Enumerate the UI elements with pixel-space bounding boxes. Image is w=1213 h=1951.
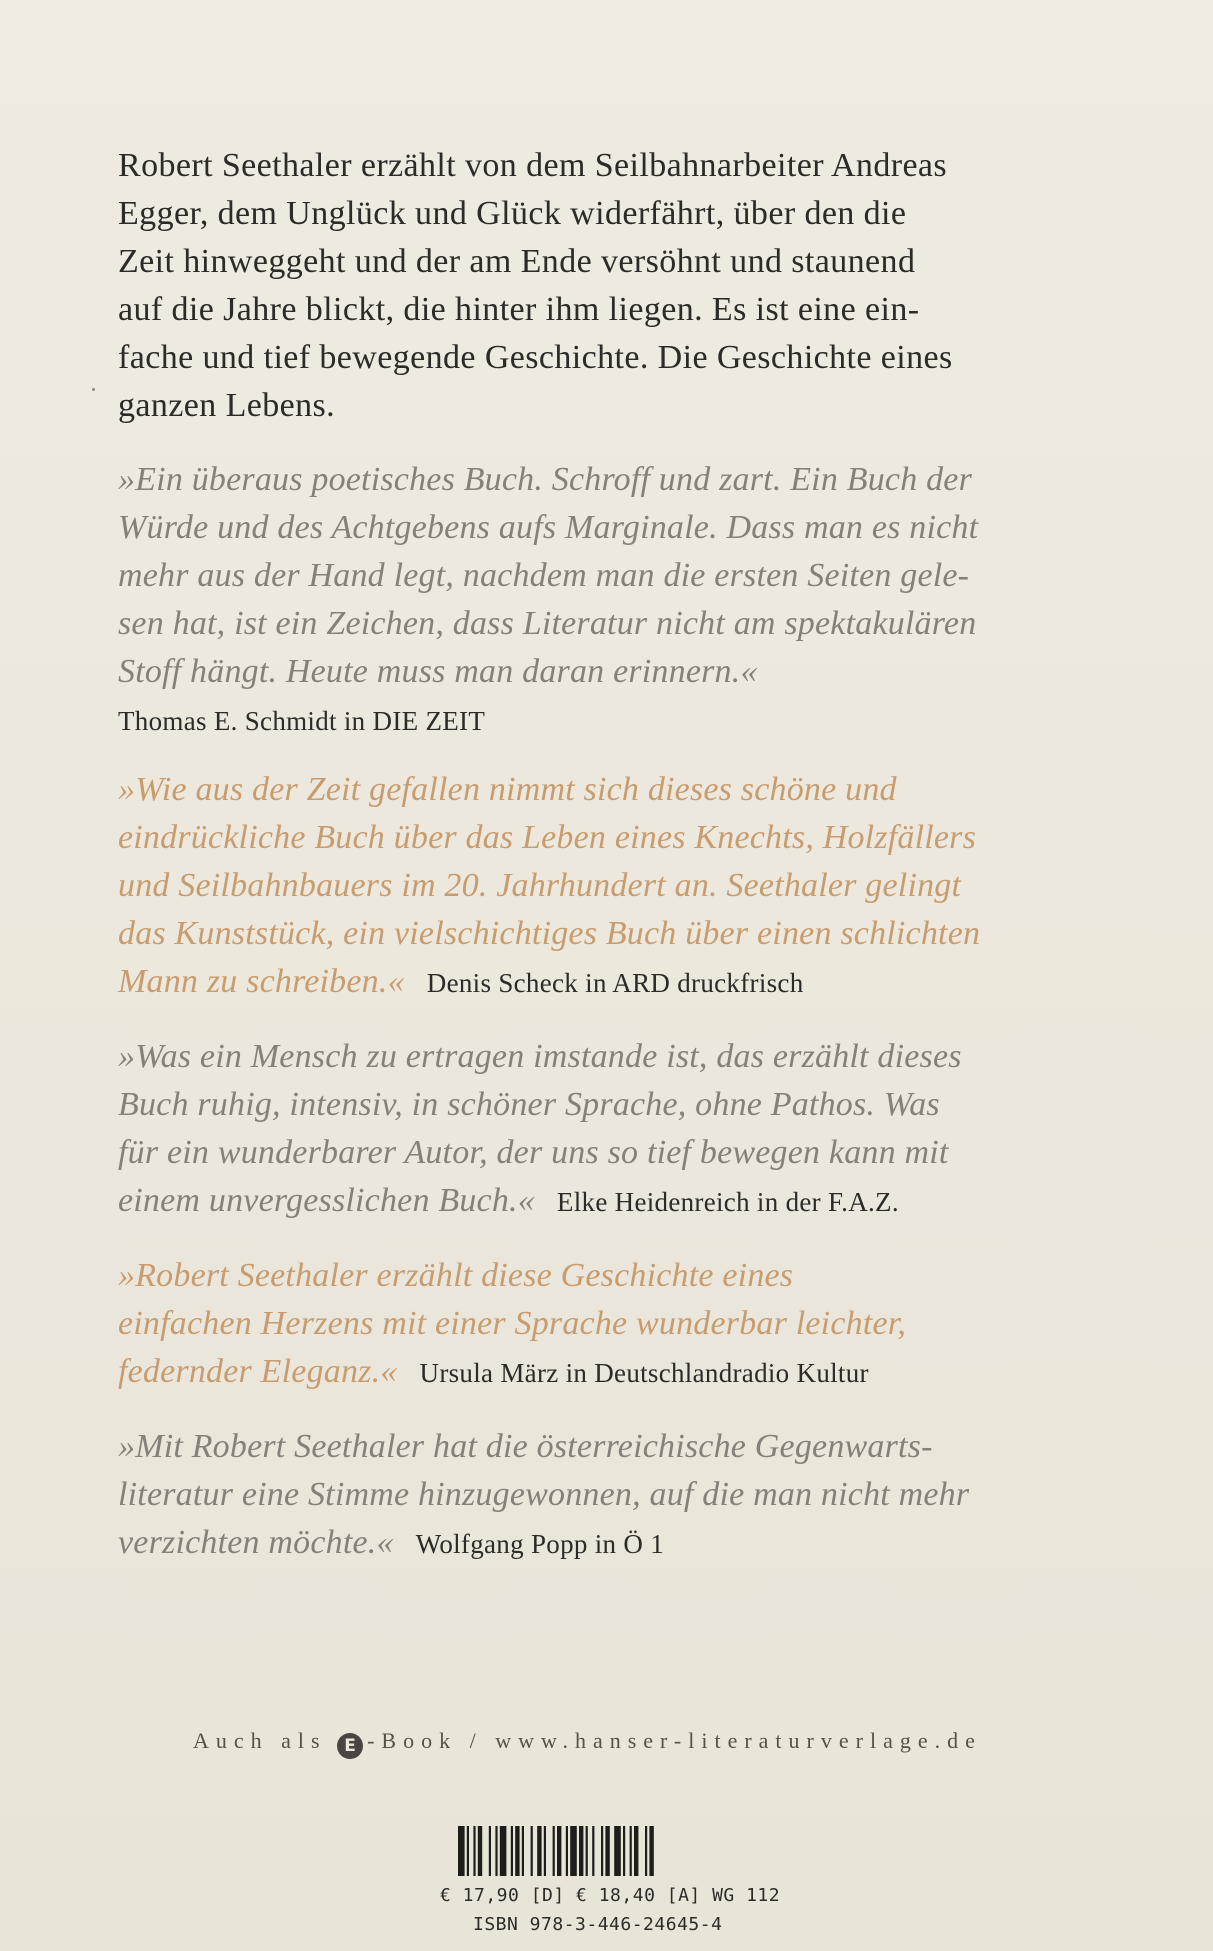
quote-line: verzichten möchte.« [118, 1524, 394, 1561]
blurb-line: Egger, dem Unglück und Glück widerfährt, über den die [118, 195, 907, 232]
quote-line: und Seilbahnbauers im 20. Jahrhundert an. Seethaler gelingt [118, 867, 962, 904]
ebook-suffix: -Book / www.hanser-literaturverlage.de [367, 1728, 982, 1753]
review-quote-3 [118, 1033, 1098, 1226]
quote-line: Mann zu schreiben.« [118, 963, 405, 1000]
ebook-e-icon: E [337, 1733, 363, 1759]
ebook-notice [193, 1728, 1053, 1759]
quote-line: Stoff hängt. Heute muss man daran erinnern.« [118, 653, 758, 690]
quote-line: sen hat, ist ein Zeichen, dass Literatur nicht am spektakulären [118, 605, 977, 642]
barcode-bar [592, 1826, 594, 1876]
barcode-bar [537, 1826, 541, 1876]
blurb-line: Zeit hinweggeht und der am Ende versöhnt und staunend [118, 243, 916, 280]
quote-line: das Kunststück, ein vielschichtiges Buch über einen schlichten [118, 915, 981, 952]
quote-line: »Ein überaus poetisches Buch. Schroff und zart. Ein Buch der [118, 461, 973, 498]
quote-line: »Was ein Mensch zu ertragen imstande ist, das erzählt dieses [118, 1038, 962, 1075]
review-quote-1 [118, 456, 1098, 740]
barcode-bar [458, 1826, 465, 1876]
barcode-bar [557, 1826, 561, 1876]
review-quote-2 [118, 766, 1098, 1007]
review-quote-5 [118, 1423, 1098, 1568]
price-info: € 17,90 [D] € 18,40 [A] WG 112 [440, 1885, 781, 1906]
barcode-bar [495, 1826, 497, 1876]
blurb-line: ganzen Lebens. [118, 387, 336, 424]
blurb-line: auf die Jahre blickt, die hinter ihm liegen. Es ist eine ein- [118, 291, 920, 328]
barcode-bar [522, 1826, 524, 1876]
barcode-bar [645, 1826, 647, 1876]
blurb-line: Robert Seethaler erzählt von dem Seilbahnarbeiter Andreas [118, 147, 948, 184]
barcode-bar [614, 1826, 621, 1876]
quote-line: »Wie aus der Zeit gefallen nimmt sich dieses schöne und [118, 771, 897, 808]
barcode-image [458, 1826, 758, 1876]
quote-line: »Robert Seethaler erzählt diese Geschichte eines [118, 1257, 794, 1294]
barcode-bar [531, 1826, 533, 1876]
barcode-bar [586, 1826, 588, 1876]
quote-line: federnder Eleganz.« [118, 1353, 398, 1390]
barcode-bar [579, 1826, 583, 1876]
print-speck [92, 388, 95, 391]
barcode-bar [649, 1826, 653, 1876]
quote-line: eindrückliche Buch über das Leben eines Knechts, Holzfällers [118, 819, 977, 856]
isbn-number: ISBN 978-3-446-24645-4 [473, 1914, 723, 1935]
barcode-bar [605, 1826, 609, 1876]
barcode-bar [467, 1826, 469, 1876]
quote-line: Würde und des Achtgebens aufs Marginale. Dass man es nicht [118, 509, 979, 546]
blurb-line: fache und tief bewegende Geschichte. Die Geschichte eines [118, 339, 953, 376]
barcode-bar [500, 1826, 507, 1876]
quote-line: »Mit Robert Seethaler hat die österreichische Gegenwarts- [118, 1428, 933, 1465]
quote-source: Denis Scheck in ARD druckfrisch [426, 968, 804, 998]
barcode-bar [473, 1826, 475, 1876]
barcode-bar [478, 1826, 482, 1876]
barcode-bar [601, 1826, 603, 1876]
barcode-bar [544, 1826, 546, 1876]
quote-line: literatur eine Stimme hinzugewonnen, auf die man nicht mehr [118, 1476, 970, 1513]
quote-line: einem unvergesslichen Buch.« [118, 1182, 535, 1219]
quote-line: mehr aus der Hand legt, nachdem man die ersten Seiten gele- [118, 557, 970, 594]
barcode-bar [566, 1826, 568, 1876]
back-cover-text [118, 142, 1098, 1594]
barcode-bar [515, 1826, 519, 1876]
quote-source: Wolfgang Popp in Ö 1 [415, 1529, 665, 1559]
quote-line: für ein wunderbarer Autor, der uns so tief bewegen kann mit [118, 1134, 949, 1171]
barcode-bar [489, 1826, 491, 1876]
barcode-bar [634, 1826, 638, 1876]
quote-source: Thomas E. Schmidt in DIE ZEIT [118, 706, 486, 736]
barcode [458, 1826, 758, 1876]
quote-source: Elke Heidenreich in der F.A.Z. [556, 1187, 899, 1217]
quote-source: Ursula März in Deutschlandradio Kultur [419, 1358, 869, 1388]
barcode-bar [630, 1826, 632, 1876]
quote-line: einfachen Herzens mit einer Sprache wunderbar leichter, [118, 1305, 907, 1342]
barcode-bar [511, 1826, 513, 1876]
quote-line: Buch ruhig, intensiv, in schöner Sprache, ohne Pathos. Was [118, 1086, 940, 1123]
barcode-bar [553, 1826, 555, 1876]
review-quote-4 [118, 1252, 1098, 1397]
blurb-paragraph [118, 142, 1098, 430]
barcode-bar [570, 1826, 577, 1876]
barcode-bar [623, 1826, 625, 1876]
ebook-prefix: Auch als [193, 1728, 327, 1753]
